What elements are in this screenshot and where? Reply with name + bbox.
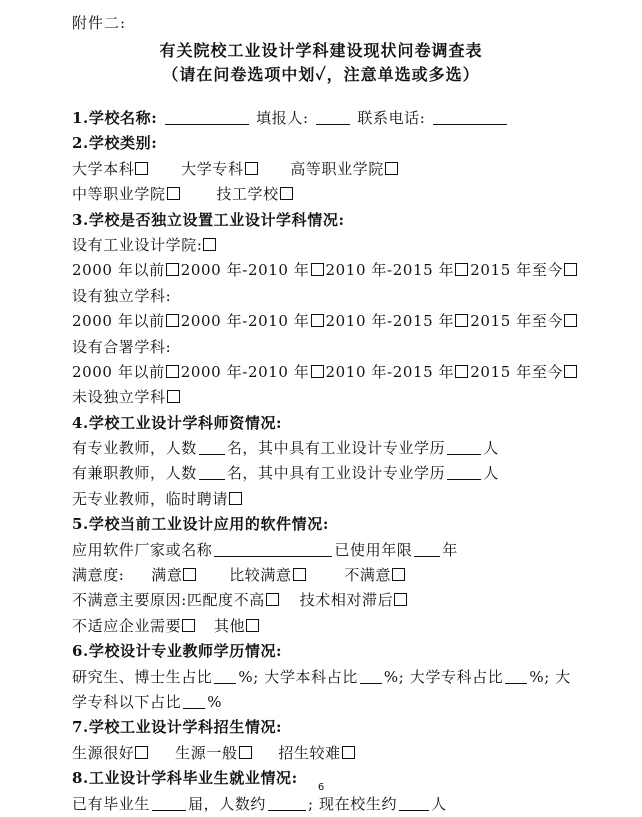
text: % <box>207 692 223 711</box>
q3-sub2: 设有独立学科: <box>72 286 172 305</box>
checkbox[interactable] <box>293 568 306 581</box>
option-label: 技术相对滞后 <box>299 591 394 610</box>
text: 不满意主要原因: <box>72 591 187 610</box>
q2-options-row1 <box>72 157 572 182</box>
checkbox[interactable] <box>564 263 577 276</box>
checkbox[interactable] <box>392 568 405 581</box>
option-label: 中等职业学院 <box>72 185 166 204</box>
q4-fulltime <box>72 436 572 461</box>
period-label: 2000 年以前 <box>72 312 165 331</box>
checkbox[interactable] <box>182 619 195 632</box>
period-label: 2010 年-2015 年 <box>325 261 455 280</box>
q1-label: 1.学校名称: <box>72 109 158 127</box>
bachelor-blank[interactable] <box>360 668 382 684</box>
text: 名，其中具有工业设计专业学历 <box>226 464 446 483</box>
q8-label: 8.工业设计学科毕业生就业情况: <box>72 769 298 788</box>
checkbox[interactable] <box>183 568 196 581</box>
option-label: 技工学校 <box>216 185 279 204</box>
q5-label: 5.学校当前工业设计应用的软件情况: <box>72 515 329 534</box>
q2-label: 2.学校类别: <box>72 134 158 153</box>
text: 研究生、博士生占比 <box>72 667 213 686</box>
period-label: 2015 年至今 <box>470 261 564 280</box>
period-label: 2015 年至今 <box>470 312 564 331</box>
q6-line1 <box>72 665 572 690</box>
checkbox[interactable] <box>167 187 180 200</box>
period-label: 2000 年以前 <box>72 261 165 280</box>
period-label: 2000 年以前 <box>72 362 165 381</box>
q7-options <box>72 741 572 766</box>
phone-label: 联系电话: <box>357 109 426 127</box>
filler-blank[interactable] <box>316 109 350 125</box>
checkbox[interactable] <box>311 365 324 378</box>
option-label: 大学专科 <box>181 159 244 178</box>
text: 应用软件厂家或名称 <box>72 540 213 559</box>
checkbox[interactable] <box>311 263 324 276</box>
checkbox[interactable] <box>342 746 355 759</box>
text: %; 大 <box>529 667 571 686</box>
checkbox[interactable] <box>455 365 468 378</box>
checkbox[interactable] <box>266 593 279 606</box>
option-label: 设有工业设计学院 <box>72 235 197 254</box>
text: 人 <box>483 439 499 458</box>
postgrad-blank[interactable] <box>214 668 236 684</box>
q1-line <box>72 106 572 131</box>
parttime-qualified-blank[interactable] <box>447 464 481 480</box>
option-label: 其他 <box>213 616 246 635</box>
checkbox[interactable] <box>455 263 468 276</box>
checkbox[interactable] <box>239 746 252 759</box>
checkbox[interactable] <box>564 365 577 378</box>
checkbox[interactable] <box>280 187 293 200</box>
filler-label: 填报人: <box>256 109 309 127</box>
checkbox[interactable] <box>167 390 180 403</box>
q3-sub1: 设有工业设计学院: <box>72 233 572 258</box>
q3-sub3: 设有合署学科: <box>72 337 172 356</box>
option-label: 不适应企业需要 <box>72 616 182 635</box>
option-label: 生源一般 <box>175 743 238 762</box>
option-label: 满意 <box>151 566 183 585</box>
period-label: 2010 年-2015 年 <box>325 312 455 331</box>
associate-blank[interactable] <box>505 668 527 684</box>
current-students-blank[interactable] <box>399 795 429 811</box>
text: ; 现在校生约 <box>308 794 398 813</box>
questionnaire-body <box>72 106 572 817</box>
text: 人 <box>483 464 499 483</box>
q5-satisfaction <box>72 563 572 588</box>
period-label: 2000 年-2010 年 <box>180 261 310 280</box>
option-label: 无专业教师，临时聘请 <box>72 489 229 508</box>
text: 满意度: <box>72 566 125 585</box>
option-label: 招生较难 <box>278 743 341 762</box>
checkbox[interactable] <box>166 314 179 327</box>
q3-label: 3.学校是否独立设置工业设计学科情况: <box>72 210 345 229</box>
checkbox[interactable] <box>135 162 148 175</box>
fulltime-count-blank[interactable] <box>199 439 225 455</box>
q6-label: 6.学校设计专业教师学历情况: <box>72 642 283 661</box>
text: 年 <box>442 540 459 559</box>
q3-periods-2 <box>72 309 572 334</box>
checkbox[interactable] <box>455 314 468 327</box>
page-number: 6 <box>317 782 325 793</box>
period-label: 2010 年-2015 年 <box>325 362 455 381</box>
graduates-blank[interactable] <box>152 795 186 811</box>
q3-periods-3 <box>72 360 572 385</box>
q5-reasons-2 <box>72 614 572 639</box>
text: 人 <box>431 794 447 813</box>
option-label: 设有合署学科 <box>72 337 166 356</box>
option-label: 不满意 <box>344 566 392 585</box>
q4-parttime <box>72 461 572 486</box>
option-label: 比较满意 <box>229 566 292 585</box>
text: 有兼职教师，人数 <box>72 464 197 483</box>
school-name-blank[interactable] <box>165 109 249 125</box>
option-label: 高等职业学院 <box>290 159 384 178</box>
text: 有专业教师，人数 <box>72 439 197 458</box>
q4-label: 4.学校工业设计学科师资情况: <box>72 413 283 432</box>
q2-options-row2 <box>72 182 572 207</box>
checkbox[interactable] <box>311 314 324 327</box>
document-title: 有关院校工业设计学科建设现状问卷调查表 <box>159 41 483 60</box>
checkbox[interactable] <box>229 492 242 505</box>
text: 名，其中具有工业设计专业学历 <box>226 439 446 458</box>
phone-blank[interactable] <box>433 109 507 125</box>
fulltime-qualified-blank[interactable] <box>447 439 481 455</box>
parttime-count-blank[interactable] <box>199 464 225 480</box>
text: 已有毕业生 <box>72 794 151 813</box>
years-blank[interactable] <box>414 541 440 557</box>
checkbox[interactable] <box>166 365 179 378</box>
option-label: 匹配度不高 <box>186 591 265 610</box>
checkbox[interactable] <box>564 314 577 327</box>
option-label: 设有独立学科 <box>72 286 166 305</box>
checkbox[interactable] <box>394 593 407 606</box>
option-label: 大学本科 <box>72 159 135 178</box>
option-label: 生源很好 <box>72 743 135 762</box>
document-subtitle: （请在问卷选项中划✓，注意单选或多选） <box>162 65 480 84</box>
checkbox[interactable] <box>203 238 216 251</box>
period-label: 2000 年-2010 年 <box>180 362 310 381</box>
q3-periods-1 <box>72 258 572 283</box>
attachment-label: 附件二: <box>72 14 127 32</box>
checkbox[interactable] <box>385 162 398 175</box>
text: %; 大学本科占比 <box>238 667 358 686</box>
graduate-count-blank[interactable] <box>268 795 306 811</box>
q7-label: 7.学校工业设计学科招生情况: <box>72 718 283 737</box>
checkbox[interactable] <box>245 162 258 175</box>
q4-none <box>72 487 572 512</box>
checkbox[interactable] <box>246 619 259 632</box>
text: 已使用年限 <box>334 540 413 559</box>
text: 学专科以下占比 <box>72 692 182 711</box>
text: 届，人数约 <box>188 794 267 813</box>
q5-vendor <box>72 538 572 563</box>
checkbox[interactable] <box>135 746 148 759</box>
checkbox[interactable] <box>166 263 179 276</box>
text: %; 大学专科占比 <box>383 667 504 686</box>
q6-line2 <box>72 690 572 715</box>
q5-reasons <box>72 588 572 613</box>
vendor-blank[interactable] <box>214 541 332 557</box>
period-label: 2000 年-2010 年 <box>180 312 310 331</box>
q3-sub4 <box>72 385 572 410</box>
q8-line <box>72 792 572 817</box>
option-label: 未设独立学科 <box>72 388 166 407</box>
period-label: 2015 年至今 <box>470 362 564 381</box>
below-associate-blank[interactable] <box>183 693 205 709</box>
